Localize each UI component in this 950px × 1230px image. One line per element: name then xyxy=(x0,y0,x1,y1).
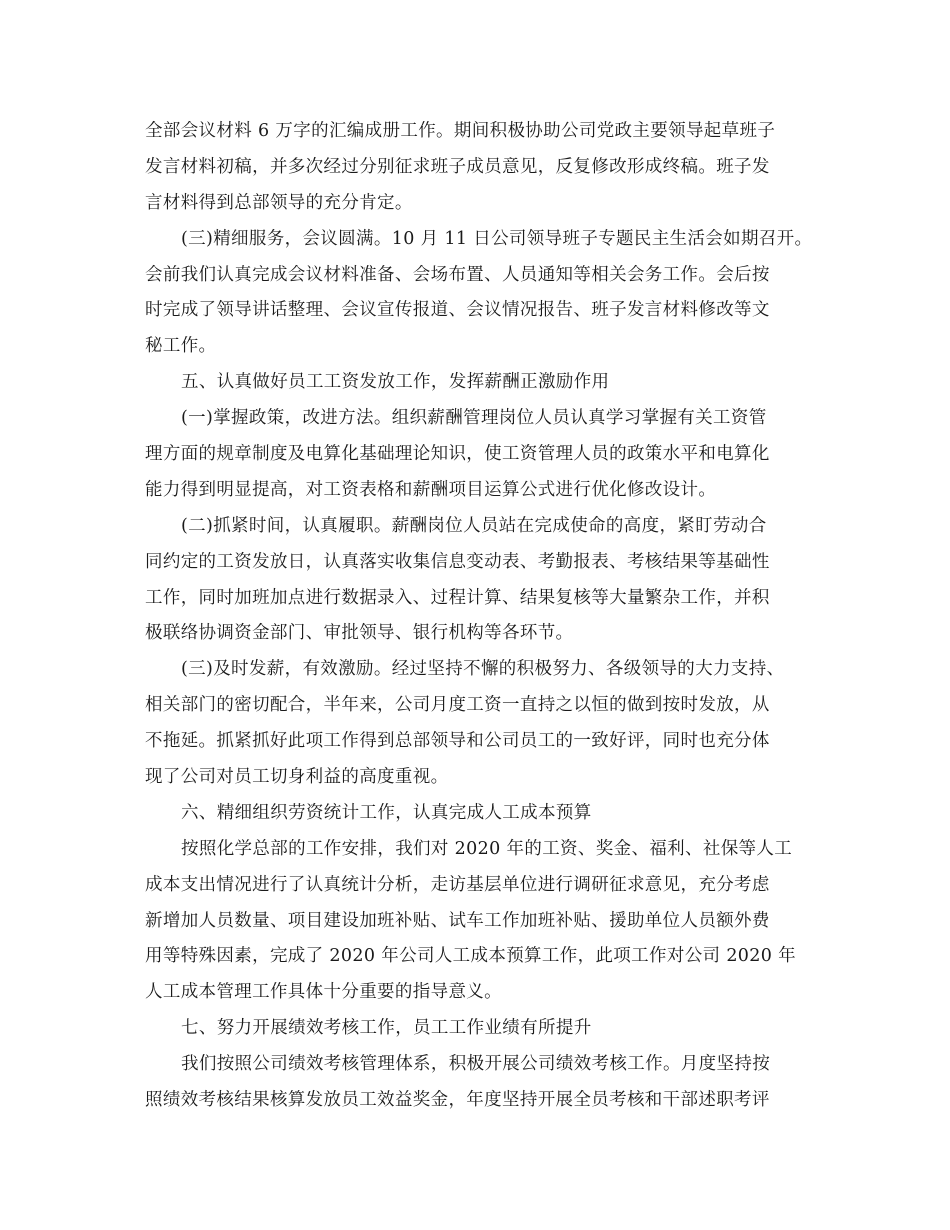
text-line: 现了公司对员工切身利益的高度重视。 xyxy=(145,767,449,788)
text-line: 极联络协调资金部门、审批领导、银行机构等各环节。 xyxy=(145,623,574,644)
text-line: 理方面的规章制度及电算化基础理论知识，使工资管理人员的政策水平和电算化 xyxy=(145,444,770,465)
text-line: 六、精细组织劳资统计工作，认真完成人工成本预算 xyxy=(181,802,592,823)
text-line: 七、努力开展绩效考核工作，员工工作业绩有所提升 xyxy=(181,1018,592,1039)
text-line: 秘工作。 xyxy=(145,336,217,357)
document-body xyxy=(145,114,825,1119)
text-line: 时完成了领导讲话整理、会议宣传报道、会议情况报告、班子发言材料修改等文 xyxy=(145,300,770,321)
text-line: (一)掌握政策，改进方法。组织薪酬管理岗位人员认真学习掌握有关工资管 xyxy=(181,408,767,429)
text-line: (三)精细服务，会议圆满。10 月 11 日公司领导班子专题民主生活会如期召开。 xyxy=(181,228,813,249)
text-line: 成本支出情况进行了认真统计分析，走访基层单位进行调研征求意见，充分考虑 xyxy=(145,874,770,895)
text-line: 我们按照公司绩效考核管理体系，积极开展公司绩效考核工作。月度坚持按 xyxy=(181,1054,771,1075)
text-line: 工作，同时加班加点进行数据录入、过程计算、结果复核等大量繁杂工作，并积 xyxy=(145,587,770,608)
text-line: 发言材料初稿，并多次经过分别征求班子成员意见，反复修改形成终稿。班子发 xyxy=(145,156,770,177)
text-line: 照绩效考核结果核算发放员工效益奖金，年度坚持开展全员考核和干部述职考评 xyxy=(145,1090,770,1111)
text-line: 相关部门的密切配合，半年来，公司月度工资一直持之以恒的做到按时发放，从 xyxy=(145,695,770,716)
text-line: 不拖延。抓紧抓好此项工作得到总部领导和公司员工的一致好评，同时也充分体 xyxy=(145,731,770,752)
text-line: 五、认真做好员工工资发放工作，发挥薪酬正激励作用 xyxy=(181,372,610,393)
text-line: 会前我们认真完成会议材料准备、会场布置、人员通知等相关会务工作。会后按 xyxy=(145,264,770,285)
text-line: 新增加人员数量、项目建设加班补贴、试车工作加班补贴、援助单位人员额外费 xyxy=(145,910,770,931)
text-line: 言材料得到总部领导的充分肯定。 xyxy=(145,192,413,213)
text-line: (三)及时发薪，有效激励。经过坚持不懈的积极努力、各级领导的大力支持、 xyxy=(181,659,785,680)
text-line: 全部会议材料 6 万字的汇编成册工作。期间积极协助公司党政主要领导起草班子 xyxy=(145,121,776,141)
text-line: 能力得到明显提高，对工资表格和薪酬项目运算公式进行优化修改设计。 xyxy=(145,479,717,500)
text-line: 人工成本管理工作具体十分重要的指导意义。 xyxy=(145,982,502,1003)
text-line: 用等特殊因素，完成了 2020 年公司人工成本预算工作，此项工作对公司 2020 年 xyxy=(145,946,797,967)
text-line: (二)抓紧时间，认真履职。薪酬岗位人员站在完成使命的高度，紧盯劳动合 xyxy=(181,515,767,536)
text-line: 按照化学总部的工作安排，我们对 2020 年的工资、奖金、福利、社保等人工 xyxy=(181,838,793,859)
text-line: 同约定的工资发放日，认真落实收集信息变动表、考勤报表、考核结果等基础性 xyxy=(145,551,770,572)
